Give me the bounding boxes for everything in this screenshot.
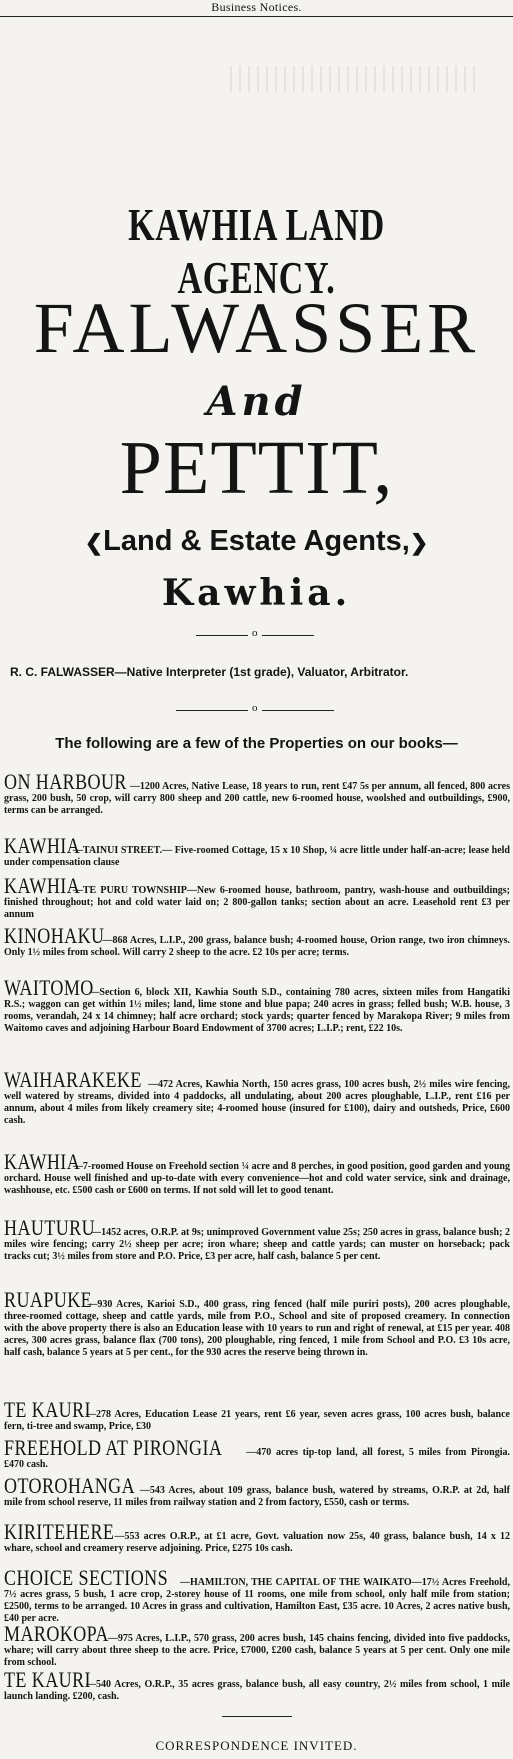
listing-name: KINOHAKU [4,923,105,948]
listing-text: —868 Acres, L.I.P., 200 grass, balance bush; 4-roomed house, Orion range, two iron chimneys. Only 1½ miles from school. Will carry 2 sheep to the acre. £2 10s per acre; terms. [4,935,510,958]
conjunction: And [206,378,307,425]
section-header: Business Notices. [211,0,302,14]
listing-name: TE KAURI [4,1397,91,1422]
closing-line: CORRESPONDENCE INVITED. [155,1738,358,1753]
listing-item [4,833,510,869]
divider-2 [0,704,513,716]
listing-name: KAWHIA [4,1149,81,1174]
listing-text: —TAINUI STREET.— Five-roomed Cottage, 15 x 10 Shop, ¼ acre little under half-an-acre; lease held under compensation clause [4,845,510,868]
listing-name: MAROKOPA [4,1621,109,1646]
partner-one: FALWASSER [33,288,480,368]
listing-name: ON HARBOUR [4,769,127,794]
divider-mark: o [252,702,258,714]
listing-item [4,975,510,1035]
listing-name: KAWHIA [4,873,81,898]
listing-item [4,923,510,959]
partner-two: PETTIT, [119,426,394,510]
listing-text: —553 acres O.R.P., at £1 acre, Govt. valuation now 25s, 40 grass, balance bush, 14 x 12 whare, school and creamery reserve adjoining. Price, £275 10s cash. [4,1531,510,1554]
listing-text: —470 acres tip-top land, all forest, 5 miles from Pirongia. £470 cash. [4,1447,510,1470]
listing-name: KIRITEHERE [4,1519,115,1544]
listing-item [4,1435,510,1471]
listing-name: TE KAURI [4,1667,91,1692]
divider-mark: o [252,627,258,639]
listing-text: —930 Acres, Karioi S.D., 400 grass, ring fenced (half mile puriri posts), 200 acres ploughable, three-roomed cottage, sheep and cattle yards, mile from P.O., School and site of proposed creamery. In connection with the above property there is also an Education lease with 10 years to run and right of renewal, at £15 per year. 408 acres, 300 acres grass, balance flax (700 tons), 200 ploughable, ring fenced, 1 mile from School and P.O. £3 10s acre, half cash, balance 5 years at 5 per cent., for the 930 acres the reserve being thrown in. [4,1299,510,1358]
header-rule [0,16,513,17]
listing-text: —HAMILTON, THE CAPITAL OF THE WAIKATO—17½ Acres Freehold, 7½ acres grass, 5 bush, 1 acre crop, 2-storey house of 11 rooms, one mile from school, only half mile from station; £2500, terms to be arranged. 10 Acres in grass and cultivation, Hamilton East, £35 acre. 10 Acres, 2 acres native bush, £40 per acre. [4,1577,510,1624]
ornament-left-icon: ❮ [84,530,104,555]
listing-name: KAWHIA [4,833,81,858]
listing-item [4,1215,510,1263]
listing-name: WAIHARAKEKE [4,1067,142,1092]
agency-name: KAWHIA LAND AGENCY. [128,199,385,303]
trade-line [0,525,513,558]
listing-name: WAITOMO [4,975,94,1000]
listing-item [4,1621,510,1669]
closing-rule [222,1716,292,1717]
listing-name: RUAPUKE [4,1287,93,1312]
listing-item [4,1287,510,1359]
listing-item [4,1519,510,1555]
listing-name: HAUTURU [4,1215,96,1240]
listing-name: CHOICE SECTIONS [4,1565,169,1590]
listing-text: —1200 Acres, Native Lease, 18 years to run, rent £47 5s per annum, all fenced, 800 acres grass, 200 bush, 50 crop, will carry 800 sheep and 200 cattle, new 6-roomed house, woolshed and outbuildings, £900, terms can be arranged. [4,781,510,816]
listing-text: —7-roomed House on Freehold section ¼ acre and 8 perches, in good position, good garden and young orchard. House well finished and up-to-date with every convenience—hot and cold water service, sink and drainage, washhouse, etc. £500 cash or £600 on terms. If not sold will let to good tenant. [4,1161,510,1196]
listing-text: —472 Acres, Kawhia North, 150 acres grass, 100 acres bush, 2½ miles wire fencing, well watered by streams, divided into 4 paddocks, all undulating, about 200 acres ploughable, L.I.P., rent £16 per annum, about 4 miles from likely creamery site; 4-roomed house (insured for £100), dairy and outsheds, Price, £600 cash. [4,1079,510,1126]
listing-text: —1452 acres, O.R.P. at 9s; unimproved Government value 25s; 250 acres in grass, balance bush; 2 miles wire fencing; carry 2½ sheep per acre; iron whare; sheep and cattle yards; can muster on horseback; pack tracks cut; 3½ miles from store and P.O. Price, £3 per acre, half cash, balance 5 per cent. [4,1227,510,1262]
trade-text: Land & Estate Agents, [103,525,410,557]
listing-item [4,769,510,817]
listing-text: —278 Acres, Education Lease 21 years, rent £6 year, seven acres grass, 100 acres bush, balance fern, ti-tree and swamp, Price, £30 [4,1409,510,1432]
listing-text: —543 Acres, about 109 grass, balance bush, watered by streams, O.R.P. at 2d, half mile from school reserve, 11 miles from railway station and 2 from factory, £550, cash or terms. [4,1485,510,1508]
listing-text: —Section 6, block XII, Kawhia South S.D., containing 780 acres, sixteen miles from Hangatiki R.S.; waggon can get within 1½ miles; land, lime stone and blue papa; 240 acres in grass; felled bush; W.B. house, 3 rooms, verandah, 24 x 14 chimney; half acre orchard; stock yards; quarter fenced by Marakopa River; 9 miles from Waitomo caves and adjoining Harbour Board Endowment of 3700 acres; L.I.P.; rent, £22 10s. [4,987,510,1034]
location: Kawhia. [161,572,352,614]
listing-item [4,1067,510,1127]
listing-item [4,1149,510,1197]
divider-1 [0,629,513,641]
intro-line: The following are a few of the Properties on our books— [55,735,458,752]
principal-line: R. C. FALWASSER—Native Interpreter (1st grade), Valuator, Arbitrator. [10,665,409,679]
listing-text: —540 Acres, O.R.P., 35 acres grass, balance bush, all easy country, 2½ miles from school, 1 mile launch landing. £200, cash. [4,1679,510,1702]
listing-item [4,1397,510,1433]
ornament-right-icon: ❯ [409,530,429,555]
print-smudge [230,66,480,92]
listing-item [4,1565,510,1625]
listing-name: OTOROHANGA [4,1473,136,1498]
listing-text: —TE PURU TOWNSHIP—New 6-roomed house, bathroom, pantry, wash-house and outbuildings; finished throughout; hot and cold water laid on; 2 800-gallon tanks; section about an acre. Leasehold rent £3 per annum [4,885,510,920]
listing-item [4,1473,510,1509]
listing-item [4,1667,510,1703]
listing-item [4,873,510,921]
listing-name: FREEHOLD AT PIRONGIA [4,1435,223,1460]
listing-text: —975 Acres, L.I.P., 570 grass, 200 acres bush, 145 chains fencing, divided into five paddocks, whare; will carry about three sheep to the acre. Price, £7000, £200 cash, balance 5 years at 5 per cent. Only one mile from school. [4,1633,510,1668]
